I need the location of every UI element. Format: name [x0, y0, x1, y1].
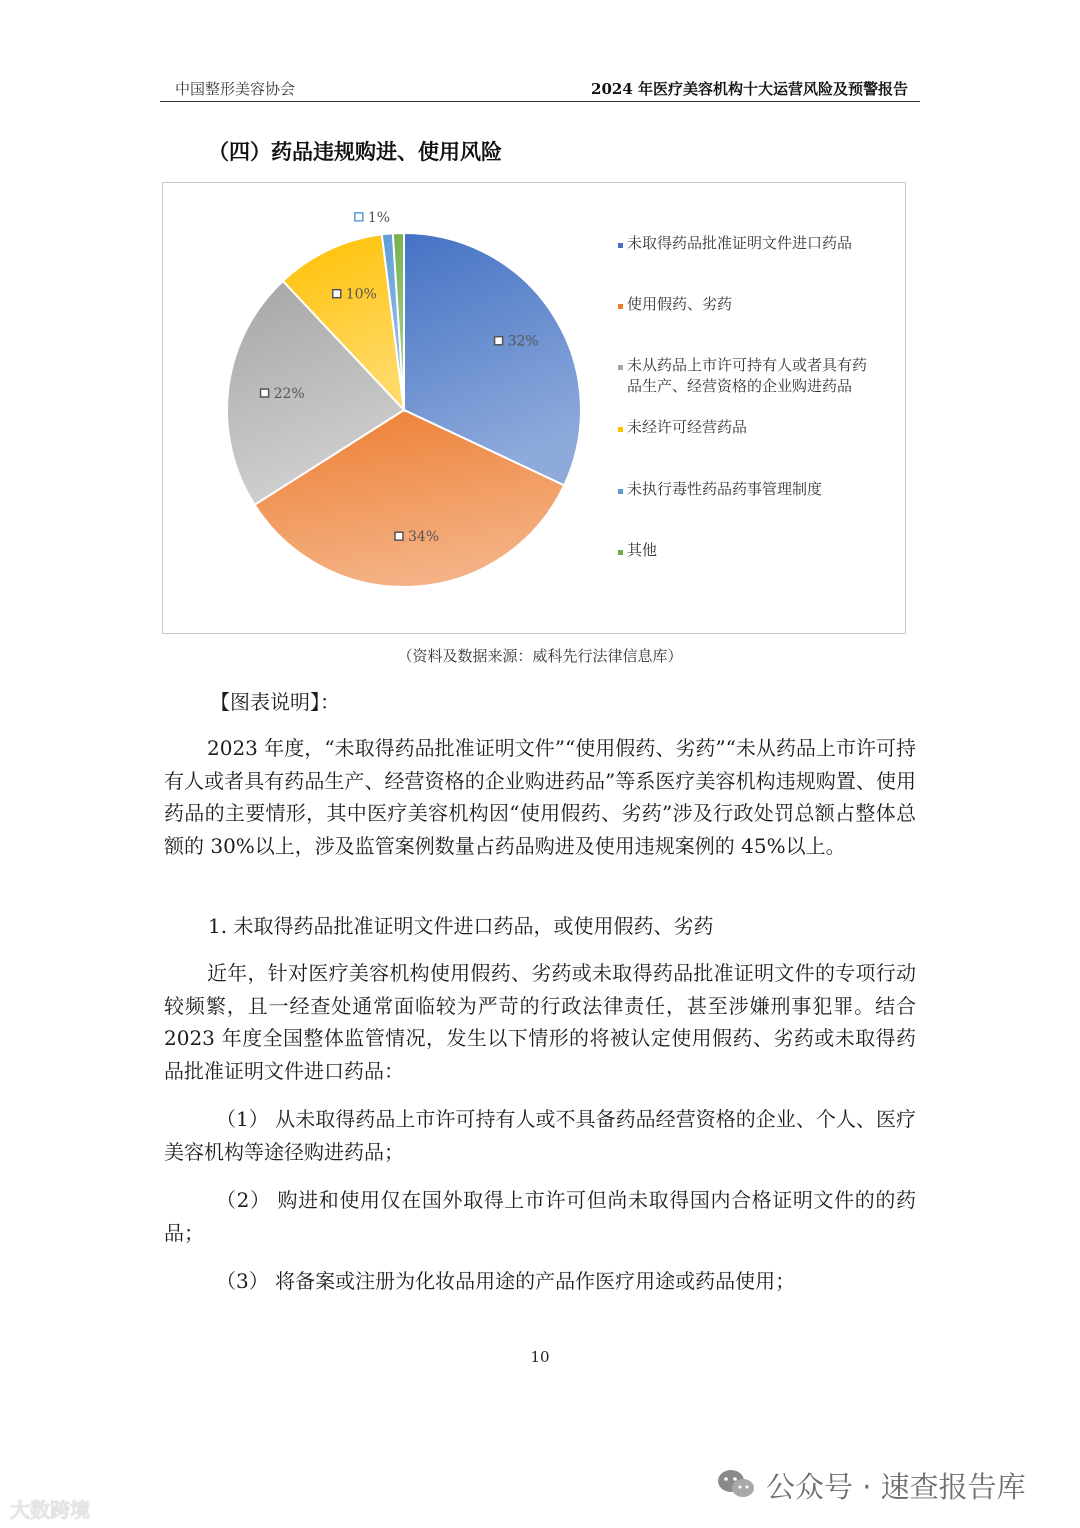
- legend-label-fake-drugs: 使用假药、劣药: [627, 295, 733, 313]
- subitem-2: （2） 购进和使用仅在国外取得上市许可但尚未取得国内合格证明文件的的药品；: [164, 1188, 916, 1245]
- subitem-1: （1） 从未取得药品上市许可持有人或不具备药品经营资格的企业、个人、医疗美容机构等途径购进药品；: [164, 1107, 916, 1164]
- data-label-unauthorized-supplier: 22%: [273, 386, 305, 403]
- data-label-unlicensed-operation: 10%: [345, 286, 377, 303]
- legend-marker-fake-drugs: [618, 304, 623, 309]
- header-report-title: 2024 年医疗美容机构十大运营风险及预警报告: [591, 80, 908, 98]
- data-label-marker: [355, 213, 363, 221]
- watermark-right: 公众号 · 速查报告库: [766, 1470, 1026, 1504]
- explanation-paragraph: 2023 年度，“未取得药品批准证明文件”“使用假药、劣药”“未从药品上市许可持有人或者具有药品生产、经营资格的企业购进药品”等系医疗美容机构违规购置、使用药品的主要情形，其中医疗美容机构因“使用假药、劣药”涉及行政处罚总额占整体总额的 30%以上，涉及监管案例数量占药品购进及使用违规案例的 45%以上。: [164, 736, 916, 858]
- pie-chart-container: [162, 182, 906, 634]
- legend-marker-other: [618, 550, 623, 555]
- legend-marker-unlicensed-operation: [618, 427, 623, 432]
- data-label-marker: [495, 337, 503, 345]
- legend-marker-unapproved-import: [618, 243, 623, 248]
- header-org: 中国整形美容协会: [175, 80, 296, 98]
- chart-source: （资料及数据来源：威科先行法律信息库）: [397, 647, 683, 665]
- explanation-heading: 【图表说明】：: [210, 690, 340, 714]
- legend-label-unlicensed-operation: 未经许可经营药品: [627, 418, 748, 436]
- legend-label-toxic-drug-mgmt: 未执行毒性药品药事管理制度: [627, 480, 823, 498]
- page-number: 10: [530, 1348, 550, 1366]
- section-title: （四）药品违规购进、使用风险: [208, 139, 502, 164]
- item1-title: 1. 未取得药品批准证明文件进口药品，或使用假药、劣药: [208, 914, 714, 938]
- legend-label-other: 其他: [627, 541, 658, 559]
- data-label-marker: [395, 532, 403, 540]
- item1-paragraph: 近年，针对医疗美容机构使用假药、劣药或未取得药品批准证明文件的专项行动较频繁，且一经查处通常面临较为严苛的行政法律责任，甚至涉嫌刑事犯罪。结合 2023 年度全国整体监管情况，发生以下情形的将被认定使用假药、劣药或未取得药品批准证明文件进口药品：: [164, 961, 916, 1083]
- data-label-marker: [333, 290, 341, 298]
- watermark-left: 大数跨境: [10, 1498, 90, 1522]
- legend-marker-unauthorized-supplier: [618, 365, 623, 370]
- pie-chart: [163, 183, 905, 633]
- legend-label-unapproved-import: 未取得药品批准证明文件进口药品: [627, 234, 853, 252]
- legend-marker-toxic-drug-mgmt: [618, 489, 623, 494]
- data-label-toxic-drug-mgmt: 1%: [367, 209, 391, 226]
- data-label-fake-drugs: 34%: [408, 529, 440, 546]
- data-label-unapproved-import: 32%: [507, 333, 539, 350]
- subitem-3: （3） 将备案或注册为化妆品用途的产品作医疗用途或药品使用；: [216, 1269, 796, 1293]
- data-label-marker: [261, 389, 269, 397]
- header-divider: [160, 101, 920, 102]
- legend-label-unauthorized-supplier: 品生产、经营资格的企业购进药品: [627, 377, 853, 395]
- legend-label-unauthorized-supplier: 未从药品上市许可持有人或者具有药: [627, 356, 868, 374]
